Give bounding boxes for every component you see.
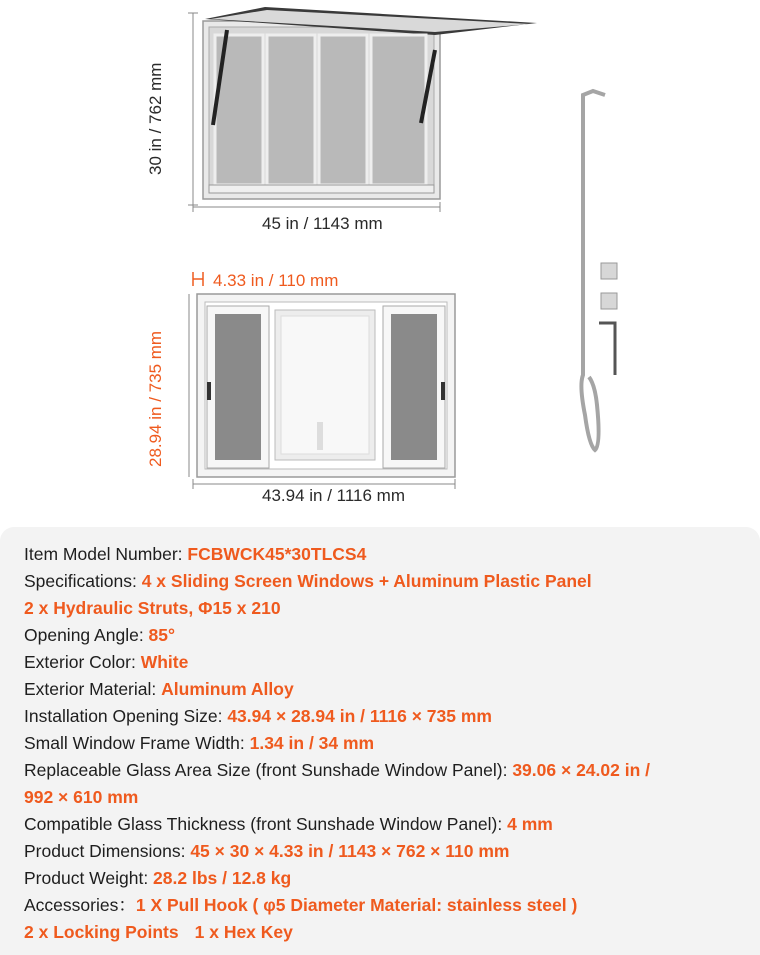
spec-specifications-value-2: 2 x Hydraulic Struts, Φ15 x 210: [24, 598, 281, 618]
spec-specifications-value: 4 x Sliding Screen Windows + Aluminum Plastic Panel: [141, 571, 592, 591]
spec-dimensions-label: Product Dimensions:: [24, 841, 191, 861]
spec-model-label: Item Model Number:: [24, 544, 188, 564]
spec-color-value: White: [140, 652, 189, 672]
spec-material-label: Exterior Material:: [24, 679, 162, 699]
pull-hook-accessories: [565, 85, 625, 457]
spec-weight: [24, 865, 744, 892]
spec-color: [24, 649, 744, 676]
spec-dimensions-value: 45 × 30 × 4.33 in / 1143 × 762 × 110 mm: [190, 841, 510, 861]
spec-accessories-label: Accessories：: [24, 895, 136, 915]
spec-accessories-cont: [24, 919, 744, 946]
spec-opening: [24, 703, 744, 730]
spec-frame-label: Small Window Frame Width:: [24, 733, 250, 753]
spec-angle-label: Opening Angle:: [24, 625, 149, 645]
spec-thickness-value: 4 mm: [507, 814, 553, 834]
spec-weight-label: Product Weight:: [24, 868, 154, 888]
spec-list: [24, 541, 744, 946]
spec-accessories: [24, 892, 744, 919]
spec-angle-value: 85°: [148, 625, 176, 645]
spec-angle: [24, 622, 744, 649]
spec-specifications-cont: [24, 595, 744, 622]
front-window-diagram: [185, 272, 465, 507]
spec-accessories-locking: 2 x Locking Points: [24, 922, 179, 942]
top-height-label: 30 in / 762 mm: [146, 62, 165, 175]
depth-label: 4.33 in / 110 mm: [213, 271, 339, 290]
top-width-label: 45 in / 1143 mm: [262, 214, 383, 233]
spec-dimensions: [24, 838, 744, 865]
spec-specifications: [24, 568, 744, 595]
spec-opening-value: 43.94 × 28.94 in / 1116 × 735 mm: [227, 706, 492, 726]
specifications-card: [0, 527, 760, 955]
spec-accessories-hex-key: 1 x Hex Key: [194, 922, 293, 942]
spec-weight-value: 28.2 lbs / 12.8 kg: [153, 868, 292, 888]
spec-frame-value: 1.34 in / 34 mm: [249, 733, 375, 753]
front-width-label: 43.94 in / 1116 mm: [262, 486, 406, 505]
spec-material: [24, 676, 744, 703]
spec-frame: [24, 730, 744, 757]
spec-material-value: Aluminum Alloy: [161, 679, 294, 699]
open-window-diagram: [185, 5, 545, 215]
spec-glass-area-value-2: 992 × 610 mm: [24, 787, 139, 807]
spec-thickness-label: Compatible Glass Thickness (front Sunshade Window Panel):: [24, 814, 508, 834]
front-height-label: 28.94 in / 735 mm: [146, 330, 165, 467]
spec-thickness: [24, 811, 744, 838]
spec-glass-area-cont: [24, 784, 744, 811]
spec-glass-area-value: 39.06 × 24.02 in /: [512, 760, 650, 780]
spec-opening-label: Installation Opening Size:: [24, 706, 228, 726]
spec-color-label: Exterior Color:: [24, 652, 141, 672]
spec-accessories-value: 1 X Pull Hook ( φ5 Diameter Material: stainless steel ): [135, 895, 578, 915]
spec-model: [24, 541, 744, 568]
spec-specifications-label: Specifications:: [24, 571, 142, 591]
spec-model-value: FCBWCK45*30TLCS4: [187, 544, 367, 564]
spec-glass-area-label: Replaceable Glass Area Size (front Sunshade Window Panel):: [24, 760, 513, 780]
spec-glass-area: [24, 757, 744, 784]
